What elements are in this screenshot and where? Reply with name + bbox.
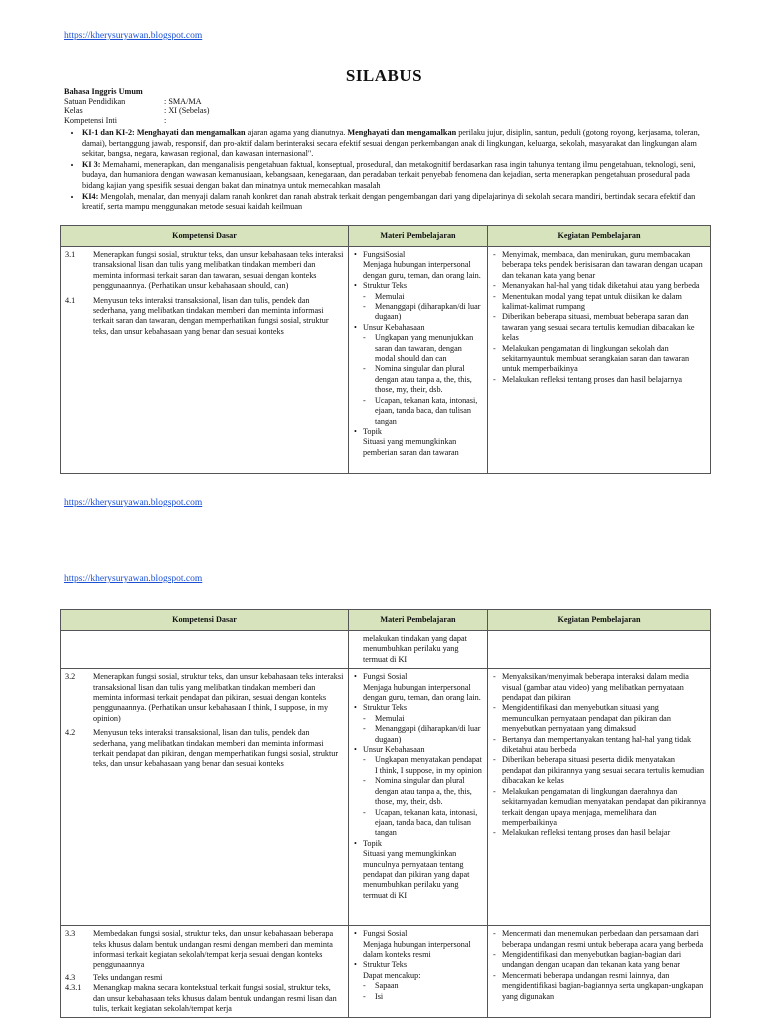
kd-cell xyxy=(61,247,349,474)
kegiatan-item: - Diberikan beberapa situasi peserta didik menyatakan pendapat dan pikirannya yang sesuai secara tertulis kemudian dibacakan ke kelas xyxy=(492,755,706,786)
materi-line: - Sapaan xyxy=(353,981,483,991)
kegiatan-item: - Diberikan beberapa situasi, membuat beberapa saran dan tawaran yang sesuai secara tertulis kemudian dibacakan ke kelas xyxy=(492,312,706,343)
kd-item: 4.1 Menyusun teks interaksi transaksional, lisan dan tulis, pendek dan sederhana, yang melibatkan tindakan memberi dan meminta informasi terkait saran dan tawaran, dengan memperhatikan fungsi sosial, struktur teks, dan unsur kebahasaan yang benar dan sesuai konteks xyxy=(65,295,329,336)
materi-line: • Fungsi Sosial xyxy=(353,929,483,939)
materi-line: Dapat mencakup: xyxy=(363,970,421,980)
kd-item: 4.3.1 Menangkap makna secara kontekstual terkait fungsi sosial, struktur teks, dan unsur kebahasaan teks khusus dalam bentuk undangan resmi lisan dan tulis, terkait kegiatan sekolah/tempat kerja xyxy=(65,983,337,1014)
kegiatan-cell xyxy=(488,669,711,926)
syllabus-meta xyxy=(64,87,464,125)
blog-link-page2[interactable]: https://kherysuryawan.blogspot.com xyxy=(64,574,203,584)
materi-line: • Struktur Teks xyxy=(353,703,483,713)
kegiatan-item: - Melakukan pengamatan di lingkungan daerahnya dan sekitarnyadan kemudian menyatakan pendapat dan pikirannya terkait dengan upaya menjaga, memelihara dan memperbaikinya xyxy=(492,787,706,829)
page-title: SILABUS xyxy=(345,66,423,85)
materi-line: • Unsur Kebahasaan xyxy=(353,323,483,333)
blog-link-footer[interactable]: https://kherysuryawan.blogspot.com xyxy=(64,498,203,508)
materi-line: • Topik xyxy=(353,427,483,437)
materi-line: • Topik xyxy=(353,839,483,849)
materi-line: - Ungkapan menyatakan pendapat I think, I suppose, in my opinion xyxy=(353,755,483,776)
materi-cell xyxy=(349,247,488,474)
materi-line: - Nomina singular dan plural dengan atau tanpa a, the, this, those, my, their, dsb. xyxy=(353,776,483,807)
materi-line: • Struktur Teks xyxy=(353,281,483,291)
materi-line: - Ucapan, tekanan kata, intonasi, ejaan, tanda baca, dan tulisan tangan xyxy=(353,396,483,427)
kegiatan-item: - Bertanya dan mempertanyakan tentang hal-hal yang tidak diketahui atau berbeda xyxy=(492,735,706,756)
meta-row xyxy=(64,97,464,107)
header-kompetensi-dasar: Kompetensi Dasar xyxy=(61,610,349,631)
kd-item: 3.2 Menerapkan fungsi sosial, struktur teks, dan unsur kebahasaan teks interaksi transaksional lisan dan tulis yang melibatkan tindakan memberi dan meminta informasi terkait pendapat dan pikiran, sesuai dengan konteks penggunaannya. (Perhatikan unsur kebahasaan I think, I suppose, in my opinion) xyxy=(65,672,344,723)
kd-cell xyxy=(61,669,349,926)
kd-item: 3.1 Menerapkan fungsi sosial, struktur teks, dan unsur kebahasaan teks interaksi transaksional lisan dan tulis yang melibatkan tindakan memberi dan meminta informasi terkait saran dan tawaran, sesuai dengan konteks penggunaannya. (Perhatikan unsur kebahasaan should, can) xyxy=(65,250,344,291)
materi-line: - Isi xyxy=(353,992,483,1002)
ki-item: • KI-1 dan KI-2: Menghayati dan mengamalkan ajaran agama yang dianutnya. Menghayati dan mengamalkan perilaku jujur, disiplin, santun, peduli (gotong royong, kerjasama, toleran, damai), bertanggung jawab, responsif, dan pro-aktif dalam berinteraksi secara efektif sesuai dengan perkembangan anak di lingkungan, keluarga, sekolah, masyarakat dan lingkungan alam sekitar, bangsa, negara, kawasan regional, dan kawasan internasional". xyxy=(82,128,710,160)
kegiatan-item: - Mengidentifikasi dan menyebutkan bagian-bagian dari undangan dengan ucapan dan tekanan kata yang benar xyxy=(492,950,706,971)
materi-line: - Menanggapi (diharapkan/di luar dugaan) xyxy=(353,724,483,745)
kd-cell xyxy=(61,926,349,1018)
meta-label: Satuan Pendidikan xyxy=(64,96,126,106)
meta-value: : SMA/MA xyxy=(164,96,202,106)
ki-item: • KI 3: Memahami, menerapkan, dan menganalisis pengetahuan faktual, konseptual, prosedural, dan metakognitif berdasarkan rasa ingin tahunya tentang ilmu pengetahuan, teknologi, seni, budaya, dan humaniora dengan wawasan kemanusiaan, kebangsaan, kenegaraan, dan peradaban terkait penyebab fenomena dan kejadian, serta menerapkan pengetahuan prosedural pada bidang kajian yang spesifik sesuai dengan bakat dan minatnya untuk memecahkan masalah xyxy=(82,160,710,192)
materi-line: Situasi yang memungkinkan pemberian saran dan tawaran xyxy=(363,437,459,457)
meta-label: Kelas xyxy=(64,106,83,116)
kd-cell-empty xyxy=(61,631,349,669)
materi-line: Menjaga hubungan interpersonal dengan guru, teman, dan orang lain. xyxy=(363,260,481,280)
materi-cell xyxy=(349,926,488,1018)
materi-cell xyxy=(349,669,488,926)
kd-item: 4.3 Teks undangan resmi xyxy=(65,972,163,982)
meta-row xyxy=(64,106,464,116)
materi-carry-cell xyxy=(349,631,488,669)
materi-line: - Ungkapan yang menunjukkan saran dan tawaran, dengan modal should dan can xyxy=(353,333,483,364)
ki-item: • KI4: Mengolah, menalar, dan menyaji dalam ranah konkret dan ranah abstrak terkait dengan pengembangan dari yang dipelajarinya di sekolah secara mandiri, bertindak secara efektif dan kreatif, serta mampu menggunakan metode sesuai kaidah keilmuan xyxy=(82,192,710,213)
meta-label: Kompetensi Inti xyxy=(64,115,117,125)
kegiatan-cell-empty xyxy=(488,631,711,669)
kd-item: 4.2 Menyusun teks interaksi transaksional, lisan dan tulis, pendek dan sederhana, yang melibatkan tindakan memberi dan meminta informasi terkait pendapat dan pikiran, dengan memperhatikan fungsi sosial, struktur teks, dan unsur kebahasaan yang benar dan sesuai konteks xyxy=(65,728,339,769)
header-materi: Materi Pembelajaran xyxy=(349,226,488,247)
materi-line: • Struktur Teks xyxy=(353,960,483,970)
meta-row xyxy=(64,116,464,126)
materi-line: - Memulai xyxy=(353,714,483,724)
materi-line: - Menanggapi (diharapkan/di luar dugaan) xyxy=(353,302,483,323)
materi-line: • Unsur Kebahasaan xyxy=(353,745,483,755)
materi-line: • Fungsi Sosial xyxy=(353,672,483,682)
kegiatan-item: - Mencermati beberapa undangan resmi lainnya, dan mengidentifikasi bagian-bagiannya serta ungkapan-ungkapan yang digunakan xyxy=(492,971,706,1002)
kegiatan-item: - Melakukan refleksi tentang proses dan hasil belajarnya xyxy=(492,375,706,385)
header-kompetensi-dasar: Kompetensi Dasar xyxy=(61,226,349,247)
materi-line: melakukan tindakan yang dapat menumbuhkan perilaku yang termuat di KI xyxy=(363,634,467,664)
meta-value: : xyxy=(164,115,167,125)
header-kegiatan: Kegiatan Pembelajaran xyxy=(488,226,711,247)
kegiatan-item: - Menyimak, membaca, dan menirukan, guru membacakan beberapa teks pendek berisisaran dan tawaran dengan ucapan dan tekanan kata yang benar xyxy=(492,250,706,281)
kegiatan-item: - Melakukan pengamatan di lingkungan sekolah dan sekitarnyauntuk membuat serangkaian saran dan tawaran untuk memperbaikinya xyxy=(492,344,706,375)
kegiatan-item: - Melakukan refleksi tentang proses dan hasil belajar xyxy=(492,828,706,838)
syllabus-table-1 xyxy=(60,225,711,474)
materi-line: - Memulai xyxy=(353,292,483,302)
kompetensi-inti-list xyxy=(68,128,710,213)
kegiatan-item: - Mengidentifikasi dan menyebutkan situasi yang memunculkan pernyataan pendapat dan pikiran dan menyebutkan pernyataan yang dimaksud xyxy=(492,703,706,734)
kegiatan-cell xyxy=(488,926,711,1018)
kegiatan-item: - Menentukan modal yang tepat untuk diisikan ke dalam kalimat-kalimat rumpang xyxy=(492,292,706,313)
kegiatan-cell xyxy=(488,247,711,474)
kd-item: 3.3 Membedakan fungsi sosial, struktur teks, dan unsur kebahasaan beberapa teks khusus dalam bentuk undangan resmi dengan memberi dan meminta informasi terkait kegiatan sekolah/tempat kerja sesuai dengan konteks penggunaannya xyxy=(65,929,334,970)
materi-line: Menjaga hubungan interpersonal dalam konteks resmi xyxy=(363,939,471,960)
materi-line: - Nomina singular dan plural dengan atau tanpa a, the, this, those, my, their, dsb. xyxy=(353,364,483,395)
syllabus-table-2 xyxy=(60,609,711,1018)
kegiatan-item: - Menanyakan hal-hal yang tidak diketahui atau yang berbeda xyxy=(492,281,706,291)
materi-line: Situasi yang memungkinkan munculnya pernyataan tentang pendapat dan pikiran yang dapat menumbuhkan perilaku yang termuat di KI xyxy=(363,849,470,900)
header-materi: Materi Pembelajaran xyxy=(349,610,488,631)
kegiatan-item: - Menyaksikan/menyimak beberapa interaksi dalam media visual (gambar atau video) yang melibatkan pernyataan pendapat dan pikiran xyxy=(492,672,706,703)
meta-value: : XI (Sebelas) xyxy=(164,106,210,116)
materi-line: - Ucapan, tekanan kata, intonasi, ejaan, tanda baca, dan tulisan tangan xyxy=(353,808,483,839)
materi-line: Menjaga hubungan interpersonal dengan guru, teman, dan orang lain. xyxy=(363,682,481,703)
materi-line: • FungsiSosial xyxy=(353,250,483,260)
header-kegiatan: Kegiatan Pembelajaran xyxy=(488,610,711,631)
subject-name: Bahasa Inggris Umum xyxy=(64,87,143,96)
blog-link-top[interactable]: https://kherysuryawan.blogspot.com xyxy=(64,31,203,41)
kegiatan-item: - Mencermati dan menemukan perbedaan dan persamaan dari beberapa undangan resmi untuk beberapa acara yang berbeda xyxy=(492,929,706,950)
